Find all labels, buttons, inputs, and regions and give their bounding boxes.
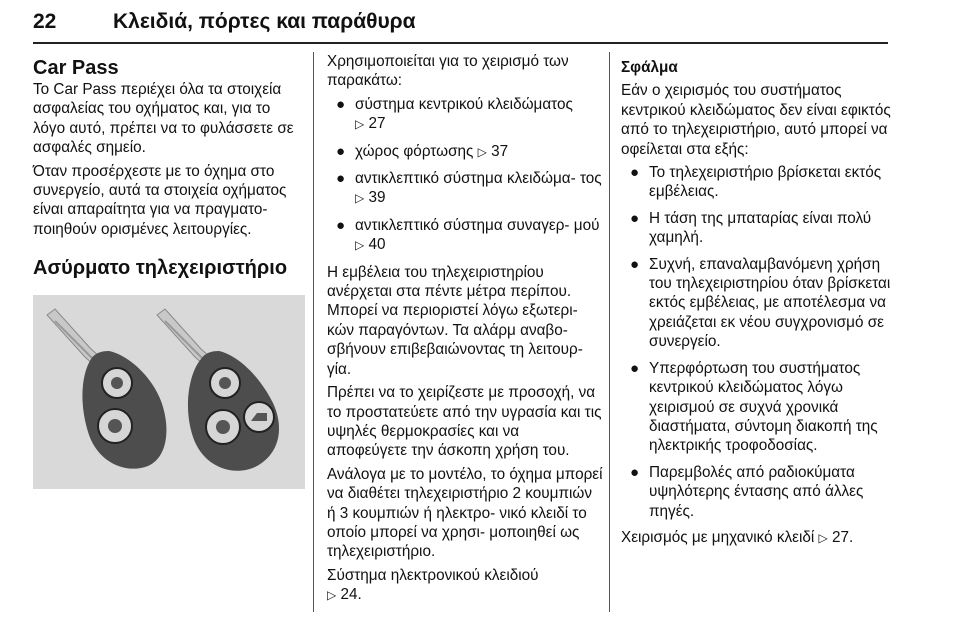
ref-arrow-icon: ▷ xyxy=(355,238,365,253)
bullet: ● xyxy=(630,164,640,182)
page-reference[interactable]: ▷ 27 xyxy=(355,115,386,133)
list-item-text: σύστημα κεντρικού κλειδώματος xyxy=(355,95,573,113)
care-paragraph: Πρέπει να το χειρίζεστε με προσοχή, να το προστατεύετε από την υγρασία και τις υψηλές θερμοκρασίες και να αποφεύγετε την άσκοπη χρήση του. xyxy=(327,384,602,460)
bullet: ● xyxy=(630,209,640,227)
unlock-symbol-left xyxy=(108,419,122,433)
column-divider-1 xyxy=(313,52,314,612)
bullet: ● xyxy=(336,95,346,113)
bullet: ● xyxy=(630,359,640,377)
column-divider-2 xyxy=(609,52,610,612)
column-right xyxy=(621,52,891,552)
ref-arrow-icon: ▷ xyxy=(477,144,487,159)
usage-intro: Χρησιμοποιείται για το χειρισμό των παρακάτω: xyxy=(327,53,569,90)
page-number: 22 xyxy=(33,10,57,33)
ref-arrow-icon: ▷ xyxy=(355,191,365,206)
remote-keys-illustration xyxy=(33,295,305,489)
list-item xyxy=(327,169,603,209)
model-paragraph: Ανάλογα με το μοντέλο, το όχημα μπορεί να διαθέτει τηλεχειριστήριο 2 κουμπιών ή 3 κουμπιών ή ηλεκτρο- νικό κλειδί το οποίο μπορεί να χρησι- μοποιηθεί ως τηλεχειριστήριο. xyxy=(327,465,603,561)
list-item: ● Παρεμβολές από ραδιοκύματα υψηλότερης έντασης από άλλες πηγές. xyxy=(630,463,864,520)
bullet: ● xyxy=(336,216,346,234)
list-item-text: χώρος φόρτωσης xyxy=(355,142,474,160)
page-reference[interactable]: ▷ 39 xyxy=(355,189,386,207)
car-pass-paragraph-2: Όταν προσέρχεστε με το όχημα στο συνεργείο, αυτά τα στοιχεία οχήματος είναι απαραίτητα για να πραγματο- ποιηθούν ορισμένες λειτουργίες. xyxy=(33,162,287,238)
list-item xyxy=(327,95,603,135)
page-reference[interactable]: ▷ 37 xyxy=(477,142,509,160)
list-item: ● Υπερφόρτωση του συστήματος κεντρικού κλειδώματος λόγω χειρισμού σε συχνά χρονικά διαστήματα, σύντομη διακοπή της ηλεκτρικής τροφοδοσίας. xyxy=(630,359,878,455)
list-item: ● Το τηλεχειριστήριο βρίσκεται εκτός εμβέλειας. xyxy=(630,164,882,201)
mechanical-key-note: Χειρισμός με μηχανικό κλειδί ▷ 27. xyxy=(621,528,854,546)
range-paragraph: Η εμβέλεια του τηλεχειριστηρίου ανέρχεται στα πέντε μέτρα περίπου. Μπορεί να περιοριστεί λόγω εξωτερι- κών παραγόντων. Τα αλάρμ αναβο- σβήνουν επιβεβαιώνοντας τη λειτουρ- γία. xyxy=(327,263,583,378)
unlock-symbol-right xyxy=(216,420,230,434)
car-pass-paragraph-1: Το Car Pass περιέχει όλα τα στοιχεία ασφαλείας του οχήματος και, για το λόγο αυτό, πρέπει να το φυλάσσετε σε ασφαλές σημείο. xyxy=(33,81,294,157)
bullet: ● xyxy=(630,463,640,481)
bullet: ● xyxy=(336,142,346,160)
usage-list xyxy=(327,95,603,256)
list-item: ● Συχνή, επαναλαμβανόμενη χρήση του τηλεχειριστηρίου όταν βρίσκεται εκτός εμβέλειας, με αποτέλεσμα να χρειάζεται εκ νέου συγχρονισμό σε συνεργείο. xyxy=(630,255,891,351)
electronic-key-paragraph: Σύστημα ηλεκτρονικού κλειδιού ▷ 24. xyxy=(327,566,539,604)
ref-arrow-icon: ▷ xyxy=(327,588,337,603)
remote-control-heading: Ασύρματο τηλεχειριστήριο xyxy=(33,257,288,280)
page-reference[interactable]: ▷ 24. xyxy=(327,586,362,604)
error-intro: Εάν ο χειρισμός του συστήματος κεντρικού κλειδώματος δεν είναι εφικτός από το τηλεχειριστήριο, αυτό μπορεί να οφείλεται στα εξής: xyxy=(621,82,891,158)
header-divider xyxy=(33,42,888,44)
lock-symbol-left xyxy=(111,377,123,389)
page-header xyxy=(33,2,888,44)
bullet: ● xyxy=(336,170,346,188)
list-item-text: αντικλεπτικό σύστημα συναγερ- μού xyxy=(355,216,600,234)
car-pass-heading: Car Pass xyxy=(33,57,119,79)
bullet: ● xyxy=(630,255,640,273)
section-title: Κλειδιά, πόρτες και παράθυρα xyxy=(113,10,416,33)
error-causes-list xyxy=(621,163,891,521)
list-item xyxy=(327,216,603,256)
column-left xyxy=(33,52,305,489)
ref-arrow-icon: ▷ xyxy=(355,117,365,132)
list-item-text: αντικλεπτικό σύστημα κλειδώμα- τος xyxy=(355,170,602,188)
column-middle xyxy=(327,52,603,610)
list-item xyxy=(327,142,603,162)
page-reference[interactable]: ▷ 40 xyxy=(355,236,386,254)
error-heading: Σφάλμα xyxy=(621,59,678,76)
list-item: ● Η τάση της μπαταρίας είναι πολύ χαμηλή. xyxy=(630,209,872,247)
lock-symbol-right xyxy=(219,377,231,389)
page-reference[interactable]: ▷ 27. xyxy=(818,528,854,546)
ref-arrow-icon: ▷ xyxy=(818,530,828,545)
